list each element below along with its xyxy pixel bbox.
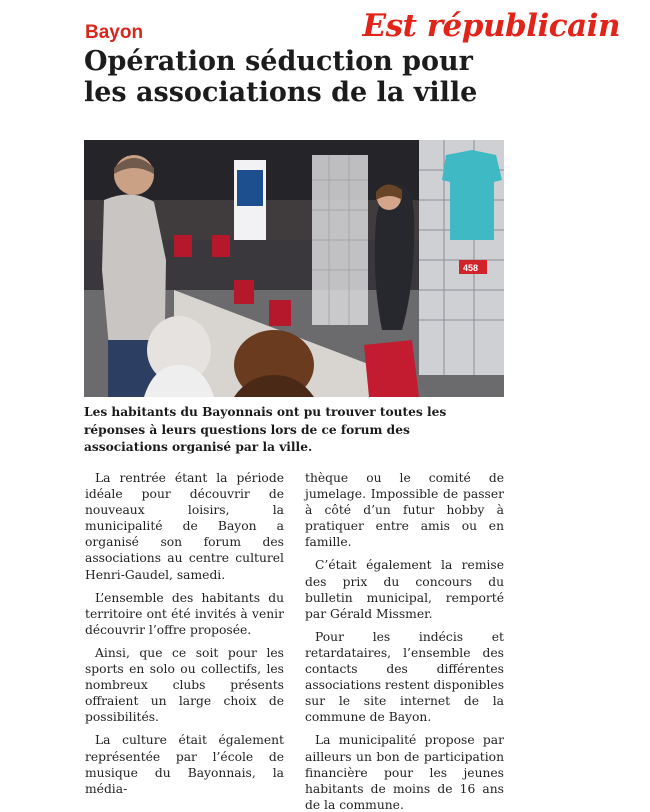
article-paragraph-continued: thèque ou le comité de jumelage. Impossible de passer à côté d’un futur hobby à pratiquer entre amis ou en famille.: [305, 471, 504, 550]
article-paragraph: Ainsi, que ce soit pour les sports en solo ou collectifs, les nombreux clubs présents offraient un large choix de possibilités.: [85, 645, 284, 725]
article-paragraph: La culture était également représentée par l’école de musique du Bayonnais, la média-: [85, 733, 284, 796]
article-headline: Opération séduction pour les associations de la ville: [84, 46, 478, 108]
article-paragraph: C’était également la remise des prix du concours du bulletin municipal, remporté par Gérald Missmer.: [305, 558, 504, 621]
section-label: Bayon: [85, 22, 144, 43]
forum-scene-image: [84, 140, 504, 397]
article-paragraph: La municipalité propose par ailleurs un bon de participation financière pour les jeunes habitants de moins de 16 ans de la commune.: [305, 733, 504, 812]
article-paragraph: Pour les indécis et retardataires, l’ensemble des contacts des différentes associations restent disponibles sur le site internet de la commune de Bayon.: [305, 629, 505, 725]
photo-caption: Les habitants du Bayonnais ont pu trouver toutes les réponses à leurs questions lors de ce forum des associations organisé par la ville.: [84, 405, 447, 454]
newspaper-logo: Est républicain: [362, 8, 620, 44]
article-column-left: [85, 470, 284, 804]
article-paragraph: L’ensemble des habitants du territoire ont été invités à venir découvrir l’offre proposée.: [85, 590, 284, 637]
sign-number: 458: [463, 263, 479, 273]
article-photo: [84, 140, 504, 397]
article-column-right: [305, 470, 504, 812]
article-paragraph: La rentrée étant la période idéale pour découvrir de nouveaux loisirs, la municipalité de Bayon a organisé son forum des associations au centre culturel Henri-Gaudel, samedi.: [85, 471, 284, 582]
